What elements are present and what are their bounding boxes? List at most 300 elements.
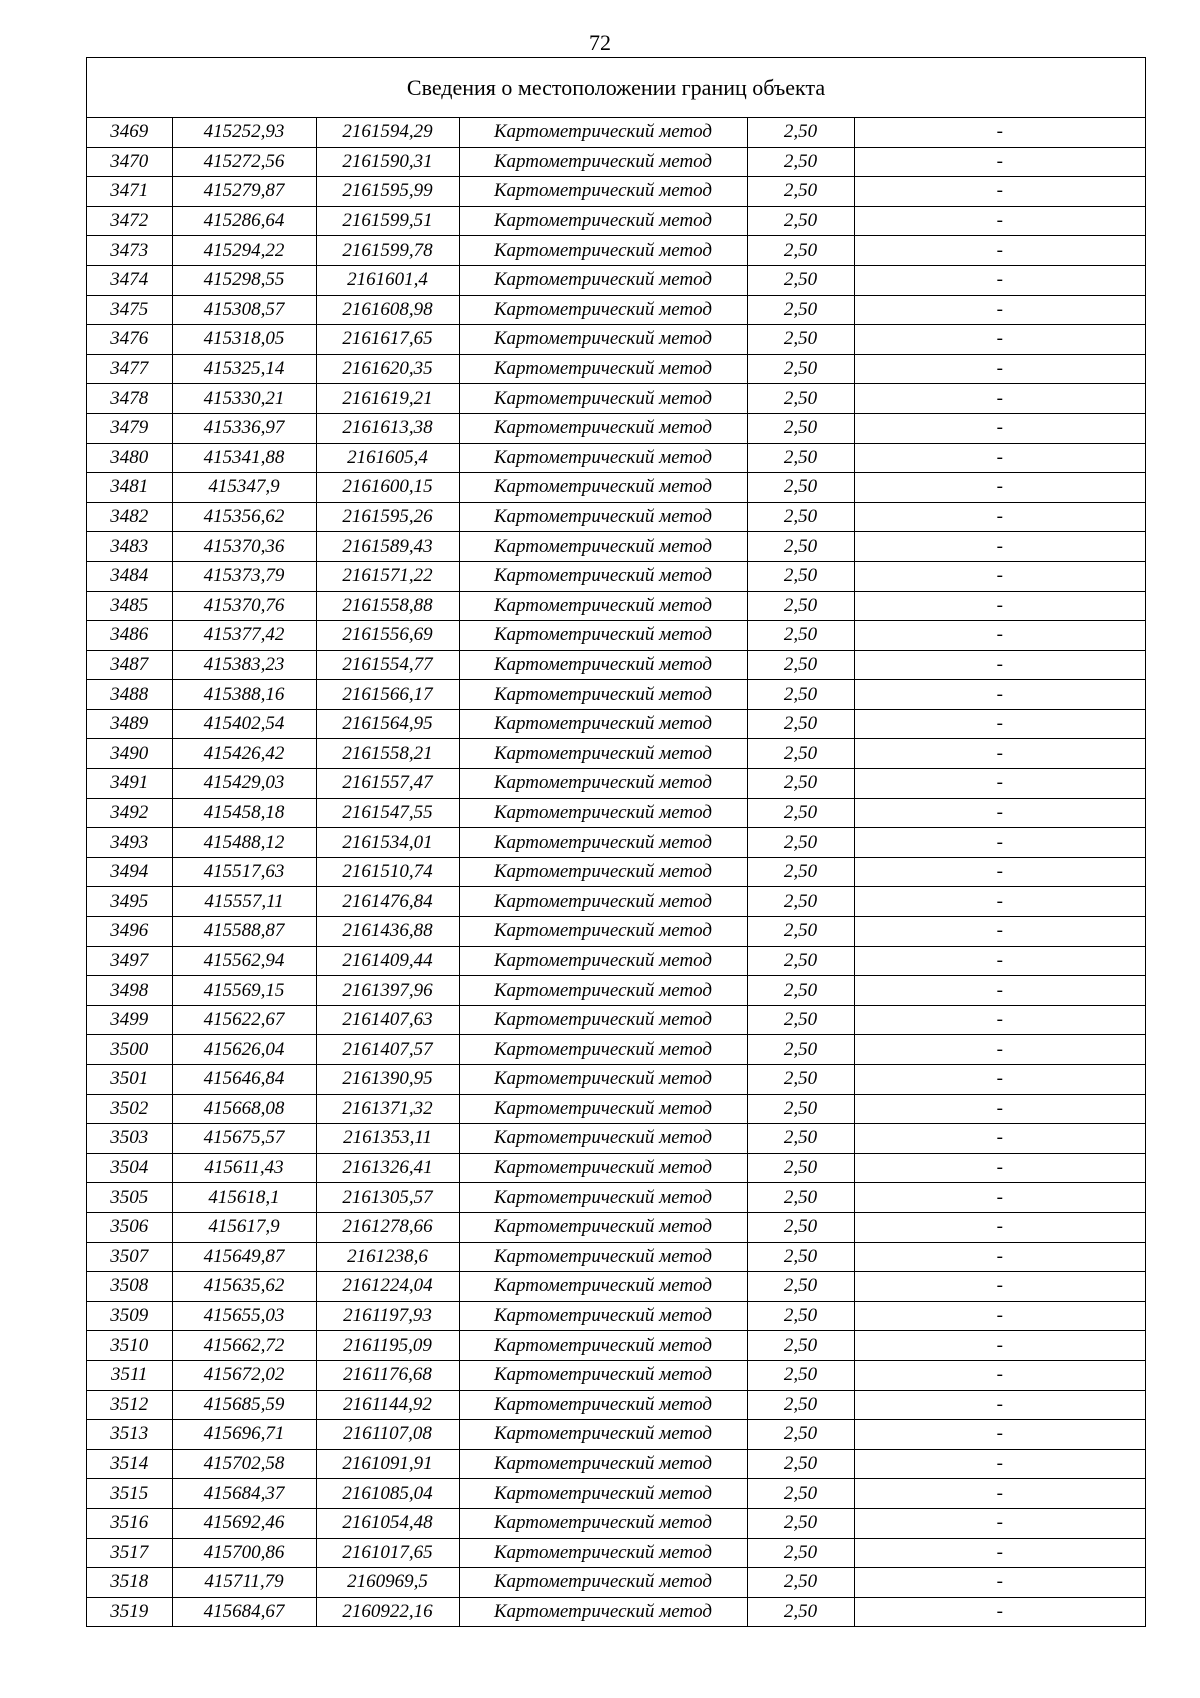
point-number-cell: 3516 (87, 1508, 172, 1538)
y-coordinate-cell: 2161397,96 (316, 976, 459, 1006)
description-cell: - (854, 532, 1145, 562)
accuracy-cell: 2,50 (747, 1272, 854, 1302)
accuracy-cell: 2,50 (747, 206, 854, 236)
method-cell: Картометрический метод (459, 1065, 747, 1095)
accuracy-cell: 2,50 (747, 739, 854, 769)
accuracy-cell: 2,50 (747, 295, 854, 325)
y-coordinate-cell: 2161238,6 (316, 1242, 459, 1272)
y-coordinate-cell: 2161407,63 (316, 1005, 459, 1035)
accuracy-cell: 2,50 (747, 1183, 854, 1213)
table-row (87, 1390, 1145, 1420)
x-coordinate-cell: 415272,56 (172, 147, 316, 177)
table-row (87, 1479, 1145, 1509)
method-cell: Картометрический метод (459, 798, 747, 828)
x-coordinate-cell: 415675,57 (172, 1124, 316, 1154)
table-row (87, 236, 1145, 266)
x-coordinate-cell: 415383,23 (172, 650, 316, 680)
x-coordinate-cell: 415557,11 (172, 887, 316, 917)
x-coordinate-cell: 415356,62 (172, 502, 316, 532)
table-row (87, 1360, 1145, 1390)
description-cell: - (854, 946, 1145, 976)
method-cell: Картометрический метод (459, 917, 747, 947)
x-coordinate-cell: 415294,22 (172, 236, 316, 266)
description-cell: - (854, 1301, 1145, 1331)
table-row (87, 1183, 1145, 1213)
description-cell: - (854, 236, 1145, 266)
point-number-cell: 3514 (87, 1449, 172, 1479)
description-cell: - (854, 591, 1145, 621)
x-coordinate-cell: 415252,93 (172, 118, 316, 147)
point-number-cell: 3498 (87, 976, 172, 1006)
y-coordinate-cell: 2161556,69 (316, 621, 459, 651)
x-coordinate-cell: 415325,14 (172, 354, 316, 384)
y-coordinate-cell: 2161107,08 (316, 1420, 459, 1450)
table-row (87, 798, 1145, 828)
description-cell: - (854, 413, 1145, 443)
table-row (87, 1597, 1145, 1626)
x-coordinate-cell: 415684,67 (172, 1597, 316, 1626)
method-cell: Картометрический метод (459, 739, 747, 769)
table-row (87, 739, 1145, 769)
point-number-cell: 3473 (87, 236, 172, 266)
description-cell: - (854, 1242, 1145, 1272)
method-cell: Картометрический метод (459, 1420, 747, 1450)
table-row (87, 206, 1145, 236)
accuracy-cell: 2,50 (747, 798, 854, 828)
x-coordinate-cell: 415402,54 (172, 709, 316, 739)
description-cell: - (854, 206, 1145, 236)
description-cell: - (854, 147, 1145, 177)
point-number-cell: 3519 (87, 1597, 172, 1626)
x-coordinate-cell: 415684,37 (172, 1479, 316, 1509)
table-row (87, 325, 1145, 355)
y-coordinate-cell: 2161599,78 (316, 236, 459, 266)
point-number-cell: 3499 (87, 1005, 172, 1035)
method-cell: Картометрический метод (459, 946, 747, 976)
accuracy-cell: 2,50 (747, 354, 854, 384)
point-number-cell: 3517 (87, 1538, 172, 1568)
method-cell: Картометрический метод (459, 621, 747, 651)
point-number-cell: 3494 (87, 857, 172, 887)
x-coordinate-cell: 415617,9 (172, 1212, 316, 1242)
y-coordinate-cell: 2161599,51 (316, 206, 459, 236)
description-cell: - (854, 1005, 1145, 1035)
table-row (87, 1272, 1145, 1302)
y-coordinate-cell: 2161554,77 (316, 650, 459, 680)
table-row (87, 1242, 1145, 1272)
point-number-cell: 3509 (87, 1301, 172, 1331)
table-row (87, 1449, 1145, 1479)
description-cell: - (854, 561, 1145, 591)
table-row (87, 384, 1145, 414)
y-coordinate-cell: 2161601,4 (316, 265, 459, 295)
method-cell: Картометрический метод (459, 325, 747, 355)
accuracy-cell: 2,50 (747, 561, 854, 591)
x-coordinate-cell: 415298,55 (172, 265, 316, 295)
method-cell: Картометрический метод (459, 1212, 747, 1242)
x-coordinate-cell: 415279,87 (172, 177, 316, 207)
x-coordinate-cell: 415655,03 (172, 1301, 316, 1331)
table-row (87, 680, 1145, 710)
x-coordinate-cell: 415700,86 (172, 1538, 316, 1568)
method-cell: Картометрический метод (459, 1094, 747, 1124)
point-number-cell: 3500 (87, 1035, 172, 1065)
table-row (87, 473, 1145, 503)
y-coordinate-cell: 2161571,22 (316, 561, 459, 591)
point-number-cell: 3513 (87, 1420, 172, 1450)
accuracy-cell: 2,50 (747, 591, 854, 621)
method-cell: Картометрический метод (459, 709, 747, 739)
method-cell: Картометрический метод (459, 1153, 747, 1183)
point-number-cell: 3496 (87, 917, 172, 947)
accuracy-cell: 2,50 (747, 887, 854, 917)
accuracy-cell: 2,50 (747, 1124, 854, 1154)
description-cell: - (854, 798, 1145, 828)
y-coordinate-cell: 2161278,66 (316, 1212, 459, 1242)
method-cell: Картометрический метод (459, 591, 747, 621)
table-row (87, 887, 1145, 917)
table-row (87, 1538, 1145, 1568)
accuracy-cell: 2,50 (747, 680, 854, 710)
x-coordinate-cell: 415347,9 (172, 473, 316, 503)
description-cell: - (854, 650, 1145, 680)
page-number: 72 (589, 30, 611, 55)
accuracy-cell: 2,50 (747, 857, 854, 887)
method-cell: Картометрический метод (459, 1538, 747, 1568)
description-cell: - (854, 709, 1145, 739)
point-number-cell: 3486 (87, 621, 172, 651)
accuracy-cell: 2,50 (747, 1479, 854, 1509)
accuracy-cell: 2,50 (747, 1065, 854, 1095)
accuracy-cell: 2,50 (747, 828, 854, 858)
point-number-cell: 3511 (87, 1360, 172, 1390)
y-coordinate-cell: 2161617,65 (316, 325, 459, 355)
description-cell: - (854, 1065, 1145, 1095)
point-number-cell: 3497 (87, 946, 172, 976)
x-coordinate-cell: 415662,72 (172, 1331, 316, 1361)
point-number-cell: 3478 (87, 384, 172, 414)
description-cell: - (854, 502, 1145, 532)
description-cell: - (854, 621, 1145, 651)
point-number-cell: 3491 (87, 769, 172, 799)
point-number-cell: 3518 (87, 1568, 172, 1598)
table-row (87, 828, 1145, 858)
method-cell: Картометрический метод (459, 502, 747, 532)
y-coordinate-cell: 2161564,95 (316, 709, 459, 739)
coordinates-table-body (87, 118, 1145, 1626)
y-coordinate-cell: 2161605,4 (316, 443, 459, 473)
y-coordinate-cell: 2161620,35 (316, 354, 459, 384)
accuracy-cell: 2,50 (747, 917, 854, 947)
y-coordinate-cell: 2161594,29 (316, 118, 459, 147)
table-row (87, 1331, 1145, 1361)
table-row (87, 118, 1145, 147)
description-cell: - (854, 828, 1145, 858)
y-coordinate-cell: 2161390,95 (316, 1065, 459, 1095)
y-coordinate-cell: 2161353,11 (316, 1124, 459, 1154)
x-coordinate-cell: 415377,42 (172, 621, 316, 651)
method-cell: Картометрический метод (459, 1005, 747, 1035)
method-cell: Картометрический метод (459, 236, 747, 266)
accuracy-cell: 2,50 (747, 769, 854, 799)
table-row (87, 502, 1145, 532)
point-number-cell: 3503 (87, 1124, 172, 1154)
method-cell: Картометрический метод (459, 1331, 747, 1361)
table-row (87, 413, 1145, 443)
description-cell: - (854, 473, 1145, 503)
y-coordinate-cell: 2161590,31 (316, 147, 459, 177)
table-row (87, 1124, 1145, 1154)
method-cell: Картометрический метод (459, 1597, 747, 1626)
point-number-cell: 3476 (87, 325, 172, 355)
table-row (87, 591, 1145, 621)
x-coordinate-cell: 415635,62 (172, 1272, 316, 1302)
accuracy-cell: 2,50 (747, 118, 854, 147)
x-coordinate-cell: 415426,42 (172, 739, 316, 769)
point-number-cell: 3490 (87, 739, 172, 769)
accuracy-cell: 2,50 (747, 1005, 854, 1035)
description-cell: - (854, 1183, 1145, 1213)
x-coordinate-cell: 415308,57 (172, 295, 316, 325)
table-row (87, 769, 1145, 799)
description-cell: - (854, 1597, 1145, 1626)
point-number-cell: 3474 (87, 265, 172, 295)
table-row (87, 650, 1145, 680)
description-cell: - (854, 384, 1145, 414)
y-coordinate-cell: 2161197,93 (316, 1301, 459, 1331)
accuracy-cell: 2,50 (747, 1301, 854, 1331)
accuracy-cell: 2,50 (747, 1390, 854, 1420)
method-cell: Картометрический метод (459, 1301, 747, 1331)
description-cell: - (854, 265, 1145, 295)
x-coordinate-cell: 415336,97 (172, 413, 316, 443)
description-cell: - (854, 1538, 1145, 1568)
description-cell: - (854, 1360, 1145, 1390)
point-number-cell: 3495 (87, 887, 172, 917)
y-coordinate-cell: 2161195,09 (316, 1331, 459, 1361)
method-cell: Картометрический метод (459, 443, 747, 473)
y-coordinate-cell: 2161510,74 (316, 857, 459, 887)
method-cell: Картометрический метод (459, 177, 747, 207)
y-coordinate-cell: 2161608,98 (316, 295, 459, 325)
method-cell: Картометрический метод (459, 1035, 747, 1065)
table-row (87, 177, 1145, 207)
description-cell: - (854, 443, 1145, 473)
method-cell: Картометрический метод (459, 1508, 747, 1538)
description-cell: - (854, 917, 1145, 947)
y-coordinate-cell: 2161595,99 (316, 177, 459, 207)
point-number-cell: 3515 (87, 1479, 172, 1509)
table-row (87, 621, 1145, 651)
x-coordinate-cell: 415370,76 (172, 591, 316, 621)
description-cell: - (854, 680, 1145, 710)
y-coordinate-cell: 2161091,91 (316, 1449, 459, 1479)
description-cell: - (854, 1479, 1145, 1509)
method-cell: Картометрический метод (459, 1124, 747, 1154)
accuracy-cell: 2,50 (747, 1035, 854, 1065)
accuracy-cell: 2,50 (747, 413, 854, 443)
point-number-cell: 3512 (87, 1390, 172, 1420)
table-row (87, 1212, 1145, 1242)
method-cell: Картометрический метод (459, 384, 747, 414)
table-row (87, 1065, 1145, 1095)
y-coordinate-cell: 2161589,43 (316, 532, 459, 562)
point-number-cell: 3488 (87, 680, 172, 710)
description-cell: - (854, 295, 1145, 325)
table-row (87, 1508, 1145, 1538)
point-number-cell: 3507 (87, 1242, 172, 1272)
table-row (87, 1153, 1145, 1183)
description-cell: - (854, 1035, 1145, 1065)
method-cell: Картометрический метод (459, 295, 747, 325)
point-number-cell: 3501 (87, 1065, 172, 1095)
y-coordinate-cell: 2161476,84 (316, 887, 459, 917)
point-number-cell: 3477 (87, 354, 172, 384)
method-cell: Картометрический метод (459, 206, 747, 236)
accuracy-cell: 2,50 (747, 1212, 854, 1242)
point-number-cell: 3480 (87, 443, 172, 473)
accuracy-cell: 2,50 (747, 1360, 854, 1390)
method-cell: Картометрический метод (459, 1272, 747, 1302)
x-coordinate-cell: 415286,64 (172, 206, 316, 236)
method-cell: Картометрический метод (459, 887, 747, 917)
y-coordinate-cell: 2160969,5 (316, 1568, 459, 1598)
accuracy-cell: 2,50 (747, 946, 854, 976)
y-coordinate-cell: 2161557,47 (316, 769, 459, 799)
x-coordinate-cell: 415562,94 (172, 946, 316, 976)
method-cell: Картометрический метод (459, 680, 747, 710)
x-coordinate-cell: 415488,12 (172, 828, 316, 858)
point-number-cell: 3504 (87, 1153, 172, 1183)
method-cell: Картометрический метод (459, 413, 747, 443)
point-number-cell: 3487 (87, 650, 172, 680)
point-number-cell: 3471 (87, 177, 172, 207)
table-row (87, 1035, 1145, 1065)
table-row (87, 1005, 1145, 1035)
accuracy-cell: 2,50 (747, 1568, 854, 1598)
method-cell: Картометрический метод (459, 561, 747, 591)
description-cell: - (854, 1272, 1145, 1302)
accuracy-cell: 2,50 (747, 443, 854, 473)
y-coordinate-cell: 2161595,26 (316, 502, 459, 532)
point-number-cell: 3489 (87, 709, 172, 739)
x-coordinate-cell: 415646,84 (172, 1065, 316, 1095)
table-row (87, 147, 1145, 177)
point-number-cell: 3492 (87, 798, 172, 828)
y-coordinate-cell: 2161176,68 (316, 1360, 459, 1390)
description-cell: - (854, 1420, 1145, 1450)
description-cell: - (854, 1508, 1145, 1538)
description-cell: - (854, 1124, 1145, 1154)
point-number-cell: 3508 (87, 1272, 172, 1302)
x-coordinate-cell: 415611,43 (172, 1153, 316, 1183)
point-number-cell: 3485 (87, 591, 172, 621)
accuracy-cell: 2,50 (747, 1538, 854, 1568)
method-cell: Картометрический метод (459, 1360, 747, 1390)
point-number-cell: 3481 (87, 473, 172, 503)
accuracy-cell: 2,50 (747, 1331, 854, 1361)
accuracy-cell: 2,50 (747, 1153, 854, 1183)
description-cell: - (854, 1094, 1145, 1124)
y-coordinate-cell: 2160922,16 (316, 1597, 459, 1626)
y-coordinate-cell: 2161085,04 (316, 1479, 459, 1509)
description-cell: - (854, 354, 1145, 384)
x-coordinate-cell: 415622,67 (172, 1005, 316, 1035)
accuracy-cell: 2,50 (747, 650, 854, 680)
method-cell: Картометрический метод (459, 473, 747, 503)
point-number-cell: 3484 (87, 561, 172, 591)
point-number-cell: 3469 (87, 118, 172, 147)
y-coordinate-cell: 2161547,55 (316, 798, 459, 828)
x-coordinate-cell: 415618,1 (172, 1183, 316, 1213)
x-coordinate-cell: 415341,88 (172, 443, 316, 473)
method-cell: Картометрический метод (459, 1183, 747, 1213)
point-number-cell: 3475 (87, 295, 172, 325)
y-coordinate-cell: 2161371,32 (316, 1094, 459, 1124)
table-row (87, 532, 1145, 562)
x-coordinate-cell: 415685,59 (172, 1390, 316, 1420)
method-cell: Картометрический метод (459, 1449, 747, 1479)
y-coordinate-cell: 2161566,17 (316, 680, 459, 710)
method-cell: Картометрический метод (459, 857, 747, 887)
description-cell: - (854, 1568, 1145, 1598)
x-coordinate-cell: 415517,63 (172, 857, 316, 887)
x-coordinate-cell: 415696,71 (172, 1420, 316, 1450)
accuracy-cell: 2,50 (747, 147, 854, 177)
y-coordinate-cell: 2161407,57 (316, 1035, 459, 1065)
description-cell: - (854, 1449, 1145, 1479)
description-cell: - (854, 1153, 1145, 1183)
x-coordinate-cell: 415429,03 (172, 769, 316, 799)
table-row (87, 946, 1145, 976)
accuracy-cell: 2,50 (747, 709, 854, 739)
description-cell: - (854, 325, 1145, 355)
y-coordinate-cell: 2161613,38 (316, 413, 459, 443)
x-coordinate-cell: 415373,79 (172, 561, 316, 591)
accuracy-cell: 2,50 (747, 502, 854, 532)
description-cell: - (854, 857, 1145, 887)
y-coordinate-cell: 2161305,57 (316, 1183, 459, 1213)
accuracy-cell: 2,50 (747, 473, 854, 503)
table-row (87, 561, 1145, 591)
description-cell: - (854, 177, 1145, 207)
x-coordinate-cell: 415692,46 (172, 1508, 316, 1538)
method-cell: Картометрический метод (459, 1390, 747, 1420)
table-row (87, 265, 1145, 295)
x-coordinate-cell: 415388,16 (172, 680, 316, 710)
description-cell: - (854, 769, 1145, 799)
method-cell: Картометрический метод (459, 1568, 747, 1598)
table-row (87, 1568, 1145, 1598)
table-row (87, 709, 1145, 739)
point-number-cell: 3493 (87, 828, 172, 858)
point-number-cell: 3502 (87, 1094, 172, 1124)
method-cell: Картометрический метод (459, 354, 747, 384)
table-row (87, 917, 1145, 947)
table-row (87, 295, 1145, 325)
accuracy-cell: 2,50 (747, 621, 854, 651)
x-coordinate-cell: 415458,18 (172, 798, 316, 828)
accuracy-cell: 2,50 (747, 1420, 854, 1450)
x-coordinate-cell: 415702,58 (172, 1449, 316, 1479)
table-row (87, 857, 1145, 887)
accuracy-cell: 2,50 (747, 236, 854, 266)
y-coordinate-cell: 2161600,15 (316, 473, 459, 503)
method-cell: Картометрический метод (459, 769, 747, 799)
method-cell: Картометрический метод (459, 532, 747, 562)
table-row (87, 976, 1145, 1006)
method-cell: Картометрический метод (459, 265, 747, 295)
